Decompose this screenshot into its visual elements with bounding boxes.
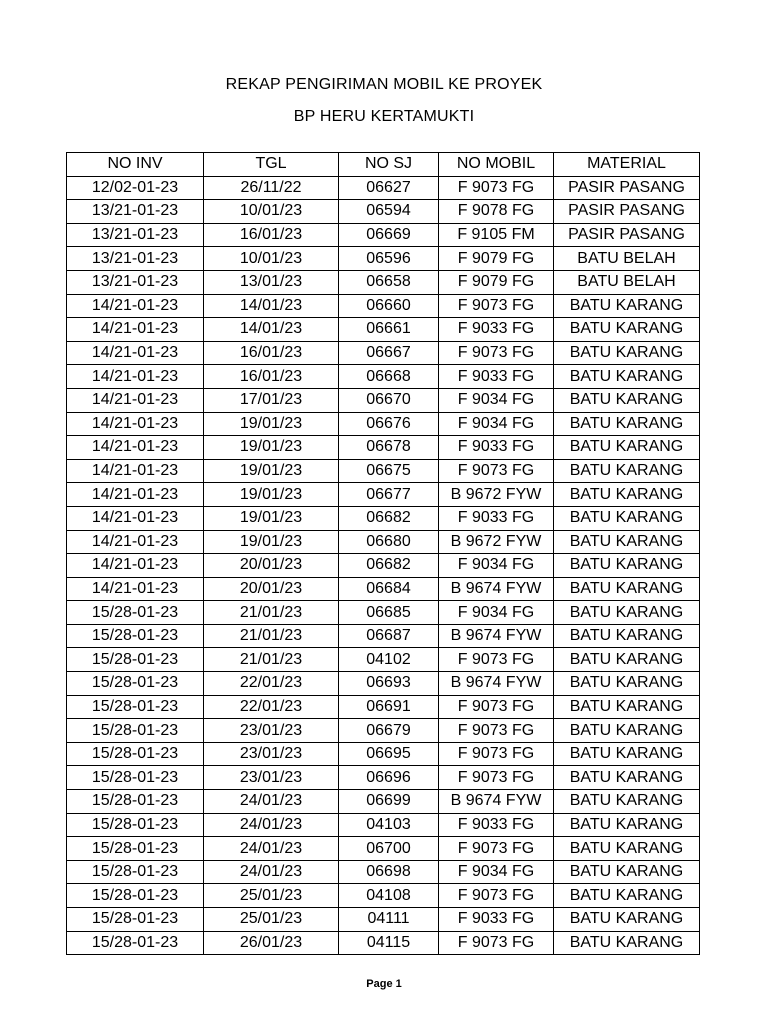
header-no-mobil: NO MOBIL xyxy=(439,153,554,177)
cell-no-sj: 06684 xyxy=(339,577,439,601)
cell-material: BATU KARANG xyxy=(554,341,700,365)
table-row xyxy=(67,270,700,294)
cell-tgl: 19/01/23 xyxy=(204,459,339,483)
cell-no-mobil: B 9672 FYW xyxy=(439,483,554,507)
cell-material: BATU KARANG xyxy=(554,459,700,483)
cell-no-inv: 15/28-01-23 xyxy=(67,790,204,814)
cell-no-mobil: B 9674 FYW xyxy=(439,577,554,601)
table-row xyxy=(67,719,700,743)
cell-material: BATU KARANG xyxy=(554,719,700,743)
cell-no-sj: 06687 xyxy=(339,624,439,648)
cell-material: PASIR PASANG xyxy=(554,200,700,224)
cell-no-inv: 15/28-01-23 xyxy=(67,931,204,955)
cell-no-mobil: F 9073 FG xyxy=(439,176,554,200)
table-row xyxy=(67,837,700,861)
cell-tgl: 14/01/23 xyxy=(204,318,339,342)
cell-tgl: 23/01/23 xyxy=(204,719,339,743)
cell-no-mobil: F 9034 FG xyxy=(439,412,554,436)
cell-no-mobil: F 9073 FG xyxy=(439,766,554,790)
cell-no-mobil: F 9033 FG xyxy=(439,813,554,837)
table-row xyxy=(67,388,700,412)
cell-no-mobil: F 9033 FG xyxy=(439,365,554,389)
cell-no-sj: 06693 xyxy=(339,672,439,696)
cell-no-sj: 04108 xyxy=(339,884,439,908)
cell-no-sj: 06698 xyxy=(339,860,439,884)
page-number: Page 1 xyxy=(366,978,402,990)
cell-tgl: 19/01/23 xyxy=(204,483,339,507)
cell-material: BATU BELAH xyxy=(554,270,700,294)
cell-no-mobil: F 9073 FG xyxy=(439,648,554,672)
table-row xyxy=(67,483,700,507)
cell-no-mobil: F 9073 FG xyxy=(439,294,554,318)
cell-no-mobil: F 9105 FM xyxy=(439,223,554,247)
table-row xyxy=(67,294,700,318)
cell-no-sj: 04103 xyxy=(339,813,439,837)
table-row xyxy=(67,648,700,672)
cell-no-sj: 06669 xyxy=(339,223,439,247)
table-row xyxy=(67,742,700,766)
cell-no-mobil: F 9033 FG xyxy=(439,318,554,342)
header-material: MATERIAL xyxy=(554,153,700,177)
cell-material: BATU KARANG xyxy=(554,837,700,861)
cell-no-sj: 06682 xyxy=(339,554,439,578)
cell-no-mobil: F 9033 FG xyxy=(439,908,554,932)
cell-material: BATU KARANG xyxy=(554,884,700,908)
cell-material: BATU KARANG xyxy=(554,672,700,696)
cell-material: BATU KARANG xyxy=(554,624,700,648)
cell-no-mobil: F 9034 FG xyxy=(439,554,554,578)
table-row xyxy=(67,247,700,271)
table-row xyxy=(67,860,700,884)
cell-no-sj: 06594 xyxy=(339,200,439,224)
cell-no-mobil: F 9034 FG xyxy=(439,388,554,412)
cell-no-inv: 14/21-01-23 xyxy=(67,294,204,318)
cell-material: BATU KARANG xyxy=(554,436,700,460)
cell-material: BATU KARANG xyxy=(554,766,700,790)
cell-no-mobil: F 9073 FG xyxy=(439,459,554,483)
cell-no-inv: 14/21-01-23 xyxy=(67,388,204,412)
cell-tgl: 24/01/23 xyxy=(204,813,339,837)
table-row xyxy=(67,908,700,932)
table-row xyxy=(67,601,700,625)
cell-no-inv: 14/21-01-23 xyxy=(67,412,204,436)
header-no-sj: NO SJ xyxy=(339,153,439,177)
cell-no-inv: 14/21-01-23 xyxy=(67,483,204,507)
cell-material: BATU KARANG xyxy=(554,742,700,766)
cell-tgl: 19/01/23 xyxy=(204,506,339,530)
cell-tgl: 23/01/23 xyxy=(204,742,339,766)
header-tgl: TGL xyxy=(204,153,339,177)
cell-tgl: 17/01/23 xyxy=(204,388,339,412)
cell-no-sj: 04115 xyxy=(339,931,439,955)
cell-tgl: 16/01/23 xyxy=(204,341,339,365)
cell-no-inv: 15/28-01-23 xyxy=(67,695,204,719)
table-row xyxy=(67,530,700,554)
cell-tgl: 16/01/23 xyxy=(204,223,339,247)
table-row xyxy=(67,672,700,696)
cell-no-mobil: F 9034 FG xyxy=(439,601,554,625)
cell-tgl: 19/01/23 xyxy=(204,530,339,554)
cell-no-sj: 06596 xyxy=(339,247,439,271)
cell-tgl: 24/01/23 xyxy=(204,790,339,814)
cell-no-sj: 06661 xyxy=(339,318,439,342)
cell-no-inv: 14/21-01-23 xyxy=(67,506,204,530)
cell-no-sj: 06680 xyxy=(339,530,439,554)
cell-no-inv: 14/21-01-23 xyxy=(67,365,204,389)
cell-material: BATU KARANG xyxy=(554,365,700,389)
table-header-row xyxy=(67,153,700,177)
cell-material: BATU KARANG xyxy=(554,860,700,884)
cell-no-mobil: F 9078 FG xyxy=(439,200,554,224)
cell-no-sj: 06667 xyxy=(339,341,439,365)
cell-tgl: 22/01/23 xyxy=(204,672,339,696)
cell-no-sj: 06696 xyxy=(339,766,439,790)
table-row xyxy=(67,624,700,648)
cell-no-inv: 13/21-01-23 xyxy=(67,223,204,247)
cell-tgl: 21/01/23 xyxy=(204,648,339,672)
cell-material: BATU KARANG xyxy=(554,483,700,507)
cell-material: BATU KARANG xyxy=(554,695,700,719)
cell-no-inv: 12/02-01-23 xyxy=(67,176,204,200)
cell-no-sj: 06685 xyxy=(339,601,439,625)
cell-material: BATU KARANG xyxy=(554,931,700,955)
table-row xyxy=(67,436,700,460)
cell-no-inv: 14/21-01-23 xyxy=(67,318,204,342)
cell-no-sj: 06675 xyxy=(339,459,439,483)
cell-no-mobil: F 9079 FG xyxy=(439,247,554,271)
cell-tgl: 25/01/23 xyxy=(204,884,339,908)
cell-no-sj: 06670 xyxy=(339,388,439,412)
cell-no-sj: 06695 xyxy=(339,742,439,766)
cell-no-sj: 06682 xyxy=(339,506,439,530)
cell-material: PASIR PASANG xyxy=(554,223,700,247)
cell-no-sj: 06668 xyxy=(339,365,439,389)
cell-no-sj: 06699 xyxy=(339,790,439,814)
cell-material: BATU KARANG xyxy=(554,554,700,578)
cell-no-mobil: F 9079 FG xyxy=(439,270,554,294)
cell-no-sj: 06660 xyxy=(339,294,439,318)
table-body xyxy=(67,176,700,955)
cell-material: BATU KARANG xyxy=(554,648,700,672)
table-row xyxy=(67,341,700,365)
cell-no-inv: 14/21-01-23 xyxy=(67,530,204,554)
cell-material: BATU KARANG xyxy=(554,908,700,932)
cell-tgl: 16/01/23 xyxy=(204,365,339,389)
cell-tgl: 21/01/23 xyxy=(204,601,339,625)
cell-tgl: 13/01/23 xyxy=(204,270,339,294)
cell-no-inv: 15/28-01-23 xyxy=(67,648,204,672)
cell-tgl: 25/01/23 xyxy=(204,908,339,932)
cell-no-inv: 15/28-01-23 xyxy=(67,672,204,696)
cell-material: BATU BELAH xyxy=(554,247,700,271)
cell-no-inv: 13/21-01-23 xyxy=(67,270,204,294)
table-row xyxy=(67,577,700,601)
cell-tgl: 20/01/23 xyxy=(204,554,339,578)
cell-no-sj: 06677 xyxy=(339,483,439,507)
cell-no-mobil: F 9073 FG xyxy=(439,742,554,766)
document-subtitle: BP HERU KERTAMUKTI xyxy=(293,108,475,125)
cell-no-sj: 06627 xyxy=(339,176,439,200)
cell-material: BATU KARANG xyxy=(554,790,700,814)
cell-material: BATU KARANG xyxy=(554,318,700,342)
cell-tgl: 22/01/23 xyxy=(204,695,339,719)
cell-no-inv: 14/21-01-23 xyxy=(67,341,204,365)
cell-no-mobil: F 9073 FG xyxy=(439,695,554,719)
cell-material: BATU KARANG xyxy=(554,388,700,412)
table-row xyxy=(67,365,700,389)
table-row xyxy=(67,506,700,530)
cell-no-inv: 15/28-01-23 xyxy=(67,860,204,884)
cell-no-mobil: F 9033 FG xyxy=(439,436,554,460)
cell-no-inv: 15/28-01-23 xyxy=(67,742,204,766)
cell-no-mobil: F 9073 FG xyxy=(439,837,554,861)
cell-tgl: 10/01/23 xyxy=(204,247,339,271)
cell-material: BATU KARANG xyxy=(554,412,700,436)
cell-material: BATU KARANG xyxy=(554,577,700,601)
cell-no-inv: 14/21-01-23 xyxy=(67,577,204,601)
cell-material: BATU KARANG xyxy=(554,294,700,318)
cell-no-sj: 06678 xyxy=(339,436,439,460)
cell-no-sj: 06658 xyxy=(339,270,439,294)
cell-no-inv: 15/28-01-23 xyxy=(67,908,204,932)
cell-no-inv: 15/28-01-23 xyxy=(67,719,204,743)
cell-no-inv: 14/21-01-23 xyxy=(67,554,204,578)
cell-material: BATU KARANG xyxy=(554,813,700,837)
cell-material: BATU KARANG xyxy=(554,601,700,625)
cell-tgl: 10/01/23 xyxy=(204,200,339,224)
cell-tgl: 26/11/22 xyxy=(204,176,339,200)
table-row xyxy=(67,813,700,837)
cell-no-mobil: F 9033 FG xyxy=(439,506,554,530)
table-row xyxy=(67,200,700,224)
table-row xyxy=(67,766,700,790)
cell-tgl: 24/01/23 xyxy=(204,837,339,861)
cell-no-sj: 06700 xyxy=(339,837,439,861)
cell-no-mobil: B 9674 FYW xyxy=(439,790,554,814)
cell-no-sj: 06691 xyxy=(339,695,439,719)
cell-no-sj: 06679 xyxy=(339,719,439,743)
cell-no-sj: 06676 xyxy=(339,412,439,436)
cell-no-inv: 14/21-01-23 xyxy=(67,459,204,483)
cell-no-inv: 15/28-01-23 xyxy=(67,813,204,837)
cell-material: PASIR PASANG xyxy=(554,176,700,200)
table-row xyxy=(67,412,700,436)
cell-tgl: 14/01/23 xyxy=(204,294,339,318)
cell-no-mobil: F 9073 FG xyxy=(439,931,554,955)
cell-no-inv: 15/28-01-23 xyxy=(67,601,204,625)
cell-no-mobil: F 9073 FG xyxy=(439,719,554,743)
cell-no-mobil: F 9073 FG xyxy=(439,341,554,365)
cell-no-inv: 13/21-01-23 xyxy=(67,200,204,224)
cell-material: BATU KARANG xyxy=(554,506,700,530)
table-row xyxy=(67,318,700,342)
cell-no-inv: 15/28-01-23 xyxy=(67,837,204,861)
cell-no-sj: 04111 xyxy=(339,908,439,932)
table-row xyxy=(67,223,700,247)
cell-no-mobil: F 9073 FG xyxy=(439,884,554,908)
cell-no-inv: 13/21-01-23 xyxy=(67,247,204,271)
cell-tgl: 20/01/23 xyxy=(204,577,339,601)
cell-tgl: 21/01/23 xyxy=(204,624,339,648)
cell-no-inv: 15/28-01-23 xyxy=(67,624,204,648)
cell-no-inv: 15/28-01-23 xyxy=(67,884,204,908)
cell-tgl: 26/01/23 xyxy=(204,931,339,955)
cell-no-mobil: B 9672 FYW xyxy=(439,530,554,554)
cell-tgl: 19/01/23 xyxy=(204,436,339,460)
delivery-table xyxy=(66,152,700,955)
cell-no-sj: 04102 xyxy=(339,648,439,672)
table-row xyxy=(67,695,700,719)
table-row xyxy=(67,459,700,483)
table-row xyxy=(67,176,700,200)
cell-no-mobil: F 9034 FG xyxy=(439,860,554,884)
table-row xyxy=(67,554,700,578)
document-title: REKAP PENGIRIMAN MOBIL KE PROYEK xyxy=(225,76,543,93)
table-row xyxy=(67,884,700,908)
cell-tgl: 24/01/23 xyxy=(204,860,339,884)
cell-no-mobil: B 9674 FYW xyxy=(439,672,554,696)
cell-no-inv: 15/28-01-23 xyxy=(67,766,204,790)
cell-no-mobil: B 9674 FYW xyxy=(439,624,554,648)
table-row xyxy=(67,790,700,814)
cell-no-inv: 14/21-01-23 xyxy=(67,436,204,460)
header-no-inv: NO INV xyxy=(67,153,204,177)
cell-material: BATU KARANG xyxy=(554,530,700,554)
table-row xyxy=(67,931,700,955)
cell-tgl: 19/01/23 xyxy=(204,412,339,436)
cell-tgl: 23/01/23 xyxy=(204,766,339,790)
